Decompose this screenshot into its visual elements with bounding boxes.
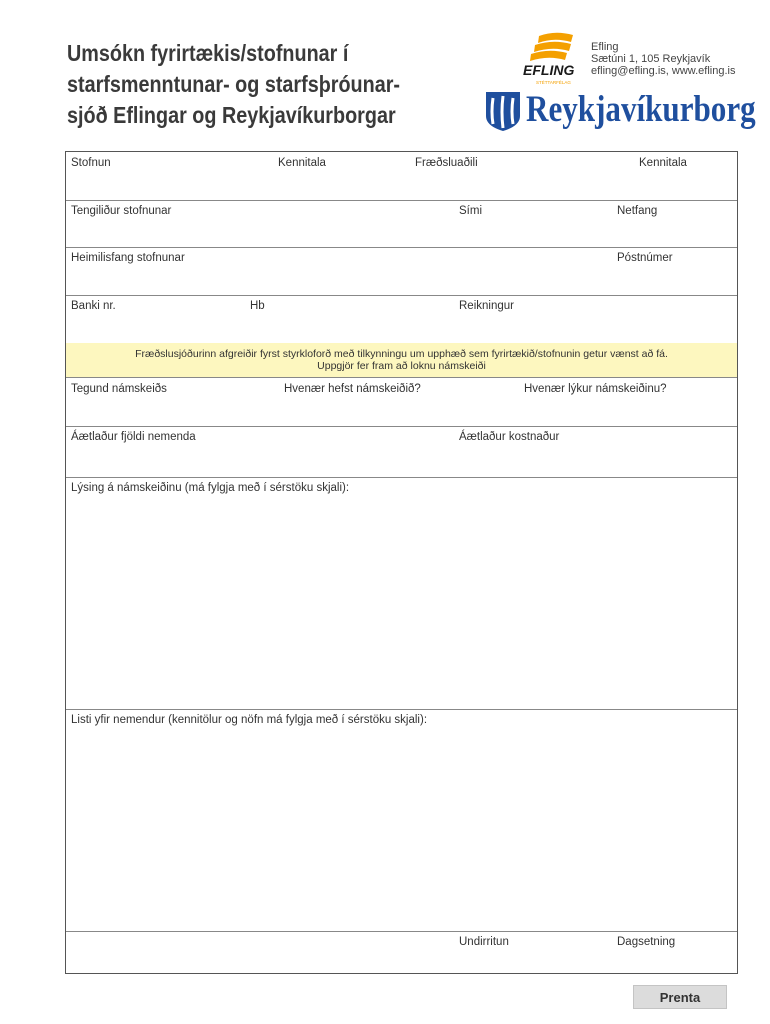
efling-contact bbox=[591, 41, 735, 77]
form-row-signature bbox=[66, 931, 737, 973]
student-list-area[interactable] bbox=[66, 709, 737, 932]
dagsetning-field[interactable]: Dagsetning bbox=[617, 936, 676, 948]
course-start-field[interactable]: Hvenær hefst námskeiðið? bbox=[284, 383, 421, 395]
grant-notice bbox=[66, 343, 737, 378]
form-row-contact bbox=[66, 200, 737, 248]
heimilisfang-field[interactable]: Heimilisfang stofnunar bbox=[71, 252, 185, 264]
form-row-estimates bbox=[66, 426, 737, 478]
simi-field[interactable]: Sími bbox=[459, 205, 482, 217]
fjoldi-field[interactable]: Áætlaður fjöldi nemenda bbox=[71, 431, 196, 443]
kostnadur-field[interactable]: Áætlaður kostnaður bbox=[459, 431, 560, 443]
hb-field[interactable]: Hb bbox=[250, 300, 265, 312]
undirritun-field[interactable]: Undirritun bbox=[459, 936, 509, 948]
stofnun-field[interactable]: Stofnun bbox=[71, 157, 111, 169]
kennitala-field[interactable]: Kennitala bbox=[278, 157, 326, 169]
course-description-area[interactable] bbox=[66, 477, 737, 710]
kennitala-provider-field[interactable]: Kennitala bbox=[639, 157, 687, 169]
efling-address: Sætúni 1, 105 Reykjavík bbox=[591, 53, 711, 65]
notice-line-2: Uppgjör fer fram að loknu námskeiði bbox=[317, 360, 486, 372]
form-row-bank bbox=[66, 295, 737, 344]
efling-email: efling@efling.is, www.efling.is bbox=[591, 65, 736, 77]
efling-logo-text: EFLING bbox=[523, 62, 575, 78]
reykjavik-shield-icon bbox=[484, 90, 522, 132]
title-line-2: starfsmenntunar- og starfsþróunar- bbox=[67, 71, 401, 97]
form-row-course bbox=[66, 378, 737, 427]
banki-field[interactable]: Banki nr. bbox=[71, 300, 116, 312]
reykjavik-wordmark: Reykjavíkurborg bbox=[526, 89, 756, 130]
page-title bbox=[67, 38, 411, 131]
efling-name: Efling bbox=[591, 41, 619, 53]
form-row-institution bbox=[66, 152, 737, 201]
title-line-1: Umsókn fyrirtækis/stofnunar í bbox=[67, 40, 349, 66]
tengilidur-field[interactable]: Tengiliður stofnunar bbox=[71, 205, 172, 217]
listi-label: Listi yfir nemendur (kennitölur og nöfn má fylgja með í sérstöku skjali): bbox=[71, 714, 428, 726]
efling-logo bbox=[521, 30, 583, 90]
course-end-field[interactable]: Hvenær lýkur námskeiðinu? bbox=[524, 383, 667, 395]
notice-line-1: Fræðslusjóðurinn afgreiðir fyrst styrkloforð með tilkynningu um upphæð sem fyrirtækið/stofnunin getur vænst að fá. bbox=[135, 348, 668, 360]
reikningur-field[interactable]: Reikningur bbox=[459, 300, 514, 312]
postnumer-field[interactable]: Póstnúmer bbox=[617, 252, 673, 264]
netfang-field[interactable]: Netfang bbox=[617, 205, 658, 217]
print-button[interactable]: Prenta bbox=[633, 985, 727, 1009]
form-row-address bbox=[66, 247, 737, 296]
tegund-field[interactable]: Tegund námskeiðs bbox=[71, 383, 167, 395]
application-form bbox=[65, 151, 738, 974]
title-line-3: sjóð Eflingar og Reykjavíkurborgar bbox=[67, 102, 396, 128]
efling-logo-subtext: STÉTTARFÉLAG bbox=[536, 80, 571, 85]
fraedsluadili-field[interactable]: Fræðsluaðili bbox=[415, 157, 478, 169]
lysing-label: Lýsing á námskeiðinu (má fylgja með í sérstöku skjali): bbox=[71, 482, 350, 494]
